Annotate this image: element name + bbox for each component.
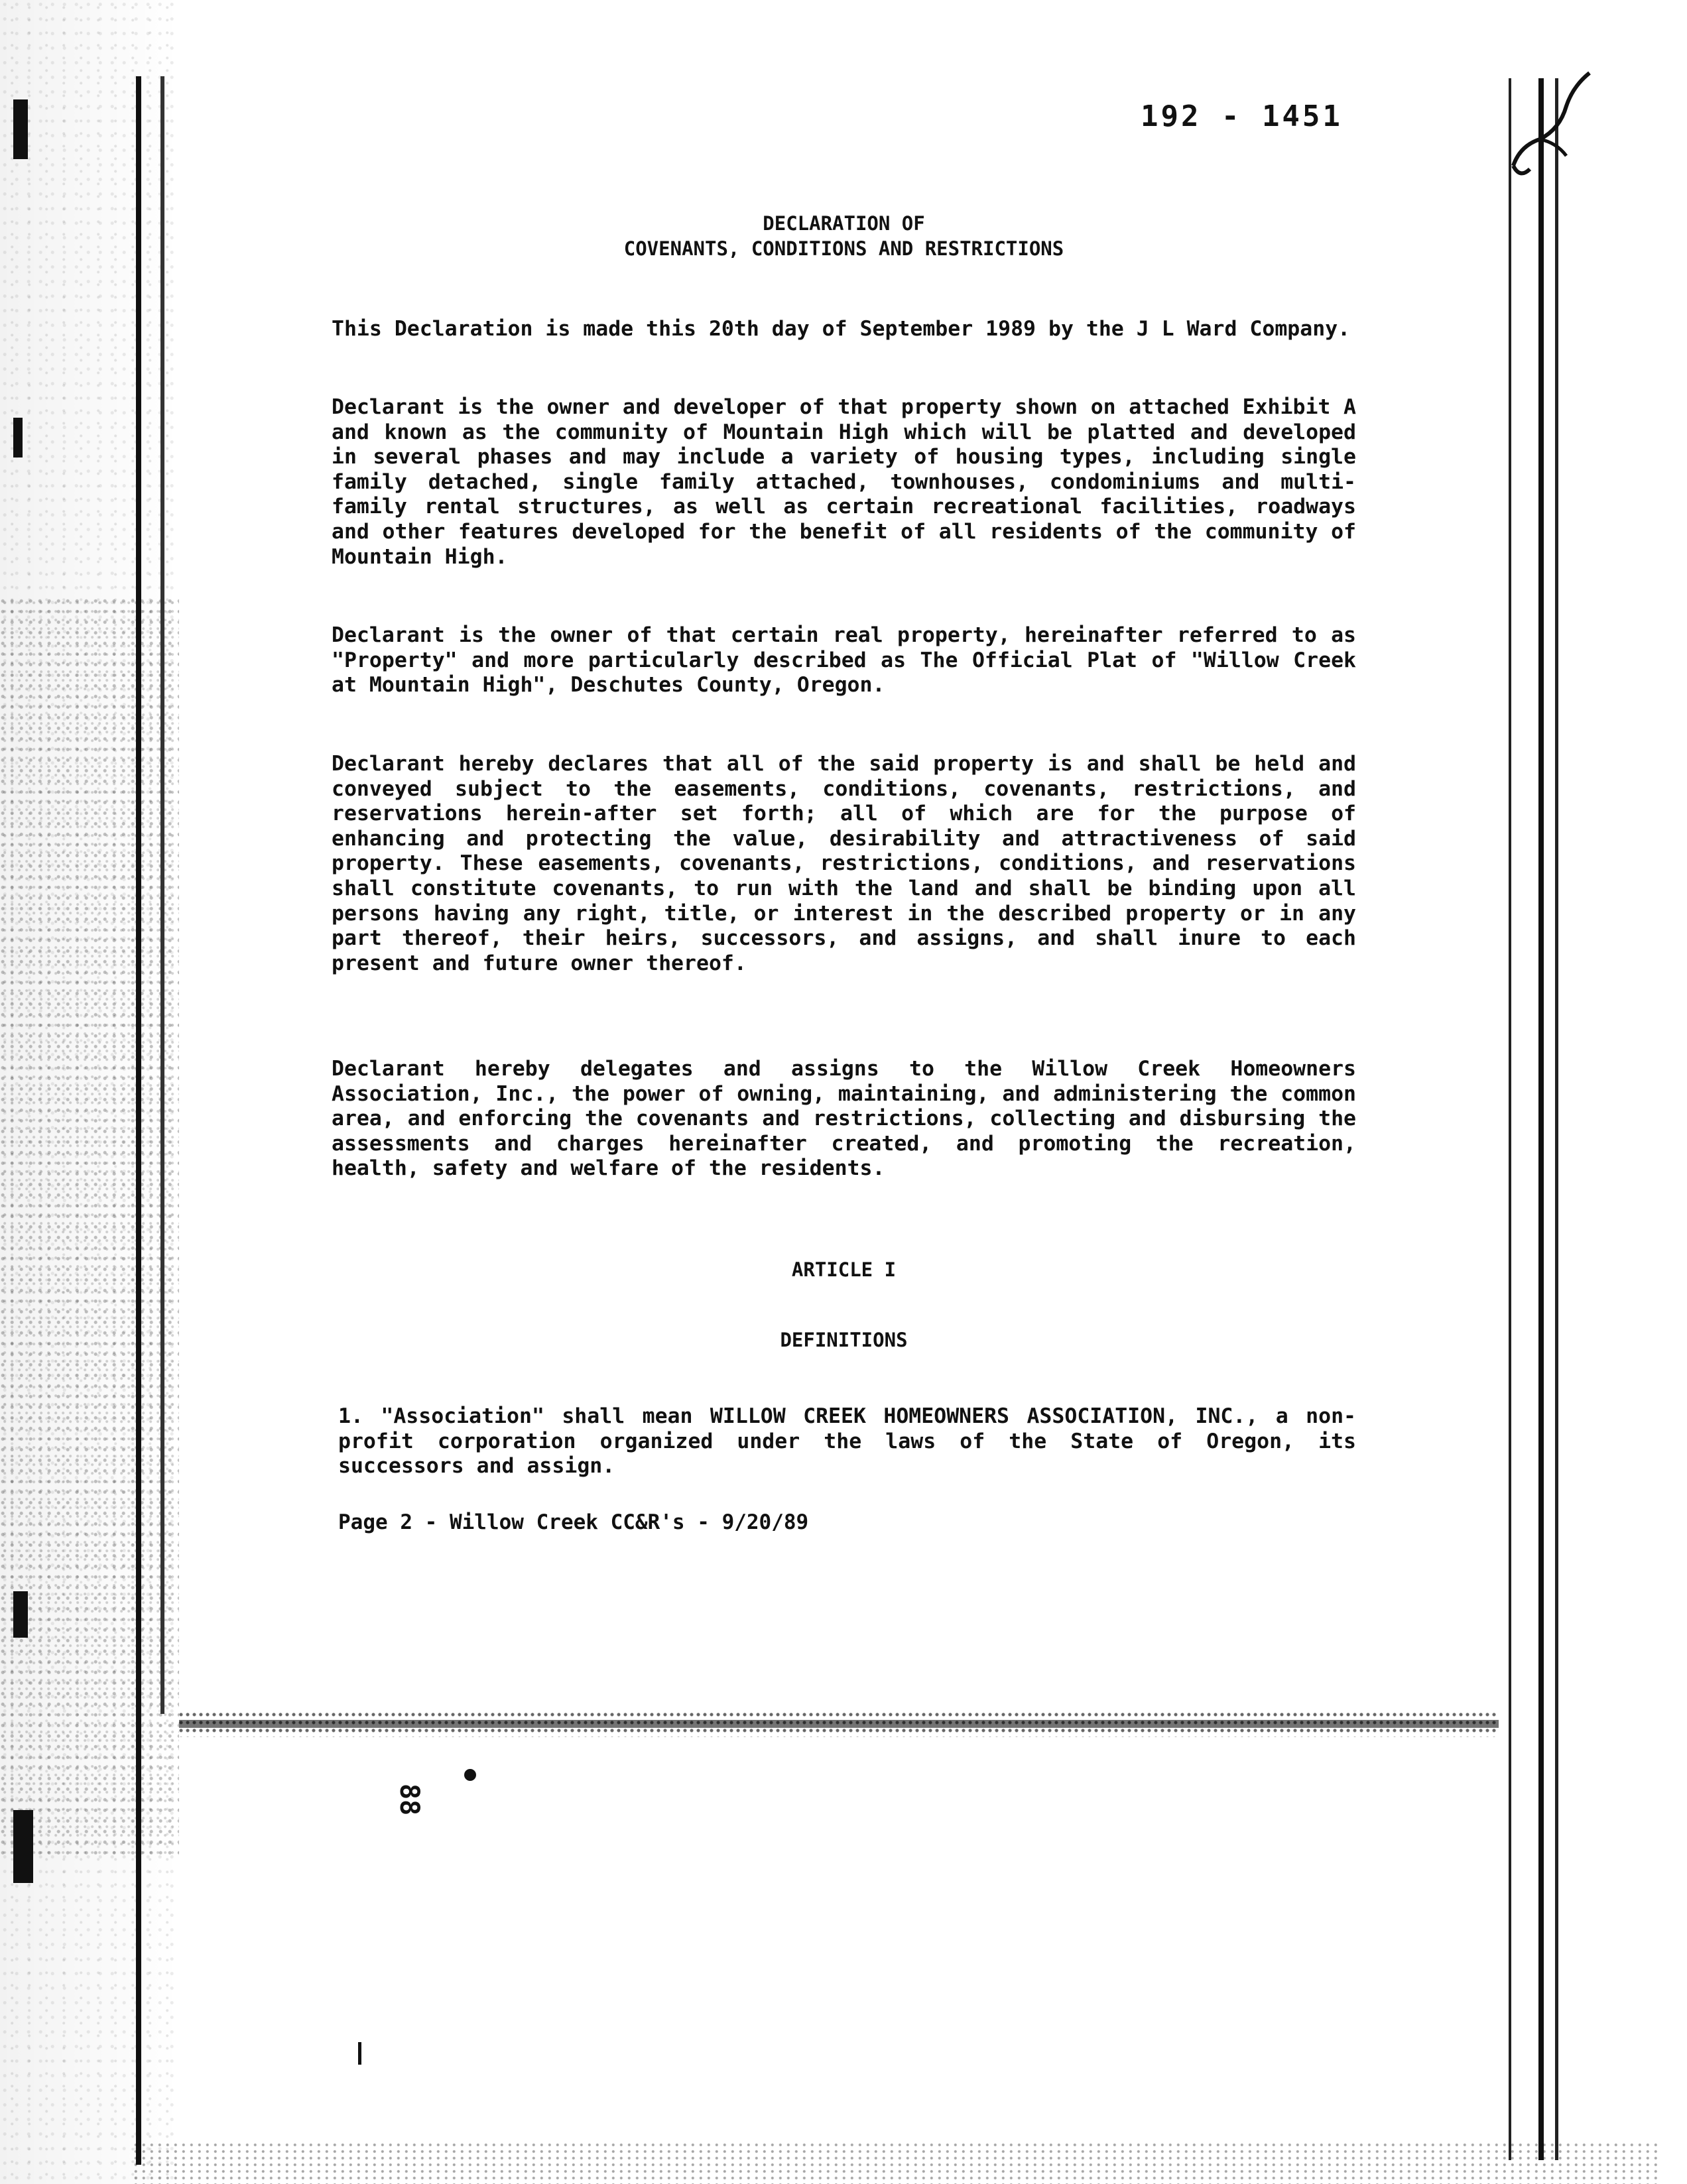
left-margin-mark [13, 418, 23, 457]
article-heading: ARTICLE I [791, 1258, 897, 1281]
margin-stamp: 88 [394, 1784, 424, 1816]
page-footer: Page 2 - Willow Creek CC&R's - 9/20/89 [338, 1510, 809, 1534]
right-border-line-inner [1509, 78, 1511, 2160]
left-margin-mark [13, 1591, 28, 1638]
paragraph-declaration: Declarant hereby declares that all of the said property is and shall be held and conveyed subject to the easements, conditions, covenants, restrictions, and reservations herein-after set forth; all of which are for the purpose of enhancing and protecting the value, desirability and attractiveness of said property. These easements, covenants, restrictions, conditions, and reservations shall constitute covenants, to run with the land and shall be binding upon all persons having any right, title, or interest in the described property or in any part thereof, their heirs, successors, and assigns, and shall inure to each present and future owner thereof. [332, 752, 1356, 975]
stray-mark [464, 1769, 476, 1781]
paragraph-intro: This Declaration is made this 20th day of September 1989 by the J L Ward Company. [332, 317, 1351, 341]
paragraph-delegation: Declarant hereby delegates and assigns to the Willow Creek Homeowners Association, Inc., the power of owning, maintaining, and administering the common area, and enforcing the covenants and restrictions, collecting and disbursing the assessments and charges hereinafter created, and promoting the recreation, health, safety and welfare of the residents. [332, 1057, 1356, 1181]
definition-association: 1. "Association" shall mean WILLOW CREEK HOMEOWNERS ASSOCIATION, INC., a non-profit corporation organized under the laws of the State of Oregon, its successors and assign. [338, 1404, 1356, 1479]
right-border-line-outer [1538, 78, 1544, 2160]
section-heading: DEFINITIONS [780, 1329, 908, 1351]
left-border-line-inner [160, 76, 164, 1714]
left-margin-mark [13, 1810, 33, 1883]
paragraph-owner-developer: Declarant is the owner and developer of that property shown on attached Exhibit A and known as the community of Mountain High which will be platted and developed in several phases and may include a variety of housing types, including single family detached, single family attached, townhouses, condominiums and multi-family rental structures, as well as certain recreational facilities, roadways and other features developed for the benefit of all residents of the community of Mountain High. [332, 395, 1356, 569]
scan-noise-bottom-bar [179, 1711, 1499, 1737]
scan-noise-bottom-edge [133, 2142, 1658, 2184]
stray-mark [358, 2042, 361, 2065]
paragraph-property: Declarant is the owner of that certain real property, hereinafter referred to as "Property" and more particularly described as The Official Plat of "Willow Creek at Mountain High", Deschutes County, Oregon. [332, 623, 1356, 698]
right-border-line-thin [1555, 78, 1558, 2160]
document-title [332, 211, 1356, 261]
title-line-1: DECLARATION OF [763, 212, 925, 235]
left-margin-mark [13, 99, 28, 159]
page-number: 192 - 1451 [1141, 99, 1343, 133]
left-border-line-outer [136, 76, 141, 2165]
scan-noise-left-dense [0, 597, 179, 1856]
title-line-2: COVENANTS, CONDITIONS AND RESTRICTIONS [623, 237, 1064, 260]
margin-scribble [1500, 66, 1593, 199]
